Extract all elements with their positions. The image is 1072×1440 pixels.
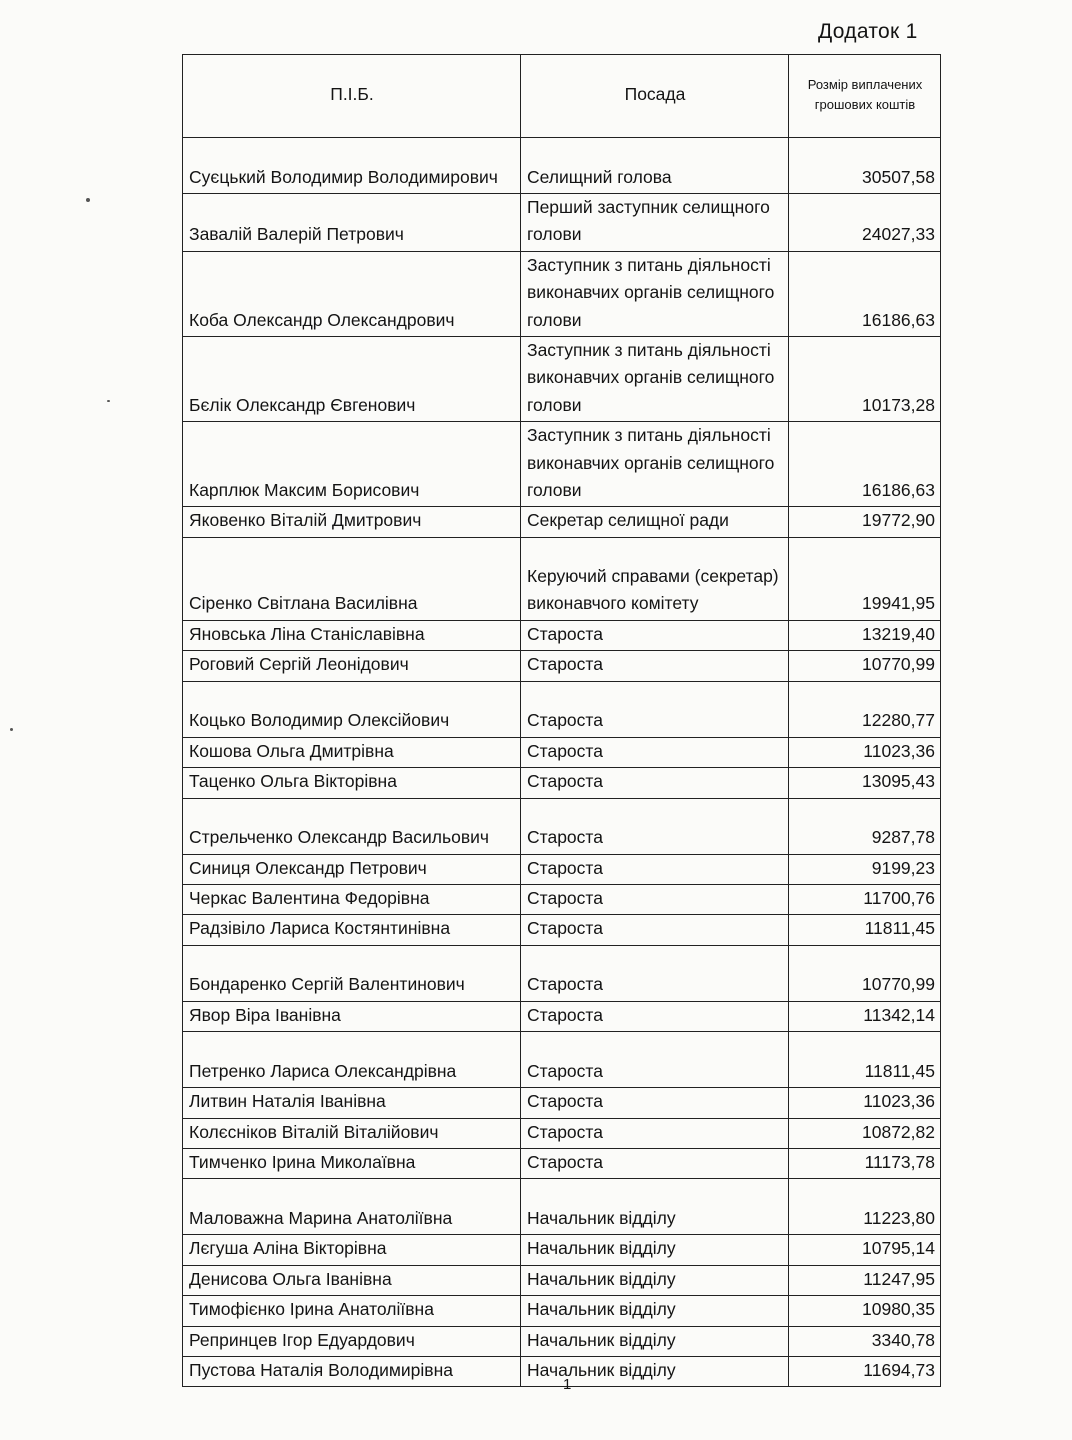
cell-position: Заступник з питань діяльності виконавчих органів селищного голови [521,337,789,422]
scan-speck [86,198,90,202]
cell-position: Начальник відділу [521,1265,789,1295]
cell-name: Черкас Валентина Федорівна [183,884,521,914]
table-row [183,422,941,507]
table-row [183,1356,941,1386]
cell-position: Перший заступник селищного голови [521,194,789,252]
cell-position: Староста [521,798,789,854]
cell-amount: 11023,36 [789,1088,941,1118]
table-row [183,854,941,884]
cell-name: Коба Олександр Олександрович [183,251,521,336]
cell-amount: 11173,78 [789,1148,941,1178]
table-row [183,507,941,537]
table-row [183,620,941,650]
cell-amount: 11342,14 [789,1001,941,1031]
cell-name: Стрельченко Олександр Васильович [183,798,521,854]
cell-amount: 16186,63 [789,422,941,507]
table-row [183,1235,941,1265]
table-row [183,651,941,681]
cell-position: Заступник з питань діяльності виконавчих органів селищного голови [521,251,789,336]
cell-name: Яковенко Віталій Дмитрович [183,507,521,537]
cell-position: Селищний голова [521,138,789,194]
table-row [183,737,941,767]
cell-amount: 16186,63 [789,251,941,336]
table-row [183,1265,941,1295]
cell-position: Начальник відділу [521,1179,789,1235]
cell-position: Староста [521,945,789,1001]
cell-position: Начальник відділу [521,1326,789,1356]
cell-position: Староста [521,620,789,650]
cell-name: Тимофієнко Ірина Анатоліївна [183,1296,521,1326]
cell-amount: 24027,33 [789,194,941,252]
cell-position: Начальник відділу [521,1356,789,1386]
cell-name: Таценко Ольга Вікторівна [183,768,521,798]
cell-amount: 9199,23 [789,854,941,884]
table-row [183,1001,941,1031]
cell-name: Тимченко Ірина Миколаївна [183,1148,521,1178]
scan-speck [10,728,13,731]
cell-name: Петренко Лариса Олександрівна [183,1032,521,1088]
cell-position: Староста [521,651,789,681]
cell-amount: 11247,95 [789,1265,941,1295]
cell-position: Староста [521,681,789,737]
cell-position: Заступник з питань діяльності виконавчих органів селищного голови [521,422,789,507]
cell-position: Начальник відділу [521,1235,789,1265]
header-name: П.І.Б. [183,55,521,138]
scan-speck [107,400,110,402]
header-position: Посада [521,55,789,138]
cell-name: Роговий Сергій Леонідович [183,651,521,681]
cell-amount: 10872,82 [789,1118,941,1148]
cell-name: Сіренко Світлана Василівна [183,537,521,620]
cell-position: Староста [521,884,789,914]
cell-amount: 11223,80 [789,1179,941,1235]
cell-position: Староста [521,737,789,767]
cell-name: Яновська Ліна Станіславівна [183,620,521,650]
cell-name: Литвин Наталія Іванівна [183,1088,521,1118]
cell-name: Пустова Наталія Володимирівна [183,1356,521,1386]
cell-amount: 10980,35 [789,1296,941,1326]
cell-amount: 10173,28 [789,337,941,422]
cell-position: Староста [521,768,789,798]
table-row [183,798,941,854]
cell-amount: 13095,43 [789,768,941,798]
cell-position: Староста [521,1001,789,1031]
page-number: 1 [563,1376,572,1393]
cell-name: Завалій Валерій Петрович [183,194,521,252]
cell-amount: 9287,78 [789,798,941,854]
cell-name: Синиця Олександр Петрович [183,854,521,884]
table-header-row [183,55,941,138]
cell-name: Лєгуша Аліна Вікторівна [183,1235,521,1265]
cell-amount: 11811,45 [789,915,941,945]
appendix-label: Додаток 1 [818,20,918,43]
table-row [183,945,941,1001]
cell-amount: 11811,45 [789,1032,941,1088]
table-row [183,681,941,737]
cell-position: Староста [521,1032,789,1088]
cell-amount: 3340,78 [789,1326,941,1356]
cell-amount: 10770,99 [789,651,941,681]
cell-name: Маловажна Марина Анатоліївна [183,1179,521,1235]
cell-position: Староста [521,854,789,884]
cell-name: Бєлік Олександр Євгенович [183,337,521,422]
table-row [183,1326,941,1356]
cell-position: Староста [521,915,789,945]
cell-position: Староста [521,1118,789,1148]
cell-position: Начальник відділу [521,1296,789,1326]
table-row [183,194,941,252]
payments-table [182,54,941,1387]
cell-position: Староста [521,1088,789,1118]
table-row [183,1088,941,1118]
table-row [183,337,941,422]
cell-name: Суєцький Володимир Володимирович [183,138,521,194]
cell-name: Явор Віра Іванівна [183,1001,521,1031]
cell-amount: 19941,95 [789,537,941,620]
cell-amount: 12280,77 [789,681,941,737]
cell-name: Колєсніков Віталій Віталійович [183,1118,521,1148]
cell-amount: 11694,73 [789,1356,941,1386]
cell-name: Кошова Ольга Дмитрівна [183,737,521,767]
table-row [183,884,941,914]
cell-amount: 11023,36 [789,737,941,767]
cell-amount: 11700,76 [789,884,941,914]
cell-name: Коцько Володимир Олексійович [183,681,521,737]
cell-name: Бондаренко Сергій Валентинович [183,945,521,1001]
header-amount: Розмір виплачених грошових коштів [789,55,941,138]
table-row [183,1032,941,1088]
cell-name: Карплюк Максим Борисович [183,422,521,507]
cell-position: Керуючий справами (секретар) виконавчого комітету [521,537,789,620]
cell-amount: 10770,99 [789,945,941,1001]
table-row [183,138,941,194]
cell-position: Староста [521,1148,789,1178]
table-row [183,915,941,945]
cell-name: Репринцев Ігор Едуардович [183,1326,521,1356]
cell-name: Радзівіло Лариса Костянтинівна [183,915,521,945]
cell-amount: 13219,40 [789,620,941,650]
table-row [183,1148,941,1178]
table-row [183,768,941,798]
table-row [183,537,941,620]
cell-name: Денисова Ольга Іванівна [183,1265,521,1295]
table-row [183,251,941,336]
cell-position: Секретар селищної ради [521,507,789,537]
table-row [183,1296,941,1326]
cell-amount: 10795,14 [789,1235,941,1265]
table-row [183,1179,941,1235]
cell-amount: 19772,90 [789,507,941,537]
table-body [183,138,941,1387]
cell-amount: 30507,58 [789,138,941,194]
table-row [183,1118,941,1148]
